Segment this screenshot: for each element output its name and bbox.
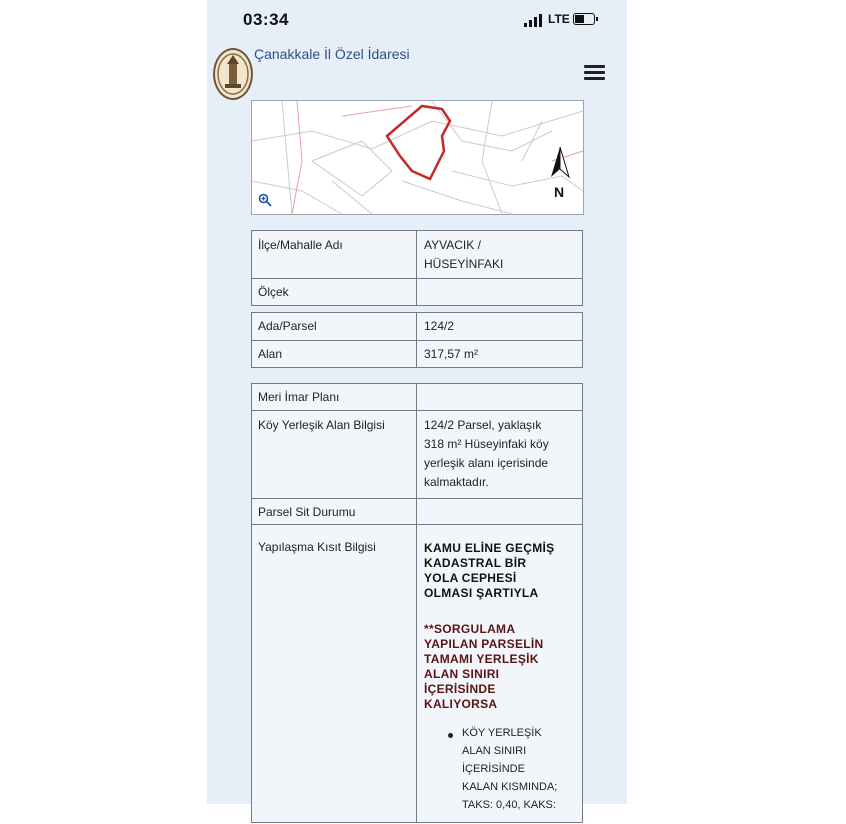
bullet-line: ALAN SINIRI	[462, 745, 527, 757]
parcel-label: Ada/Parsel	[258, 319, 317, 333]
logo-icon[interactable]	[213, 48, 253, 100]
phone-screen	[207, 0, 627, 811]
scale-label: Ölçek	[258, 285, 289, 299]
hamburger-menu-icon[interactable]	[584, 65, 605, 80]
query-note-line: YAPILAN PARSELİN	[424, 637, 544, 651]
bullet-line: KÖY YERLEŞİK	[462, 727, 542, 739]
restriction-note-line: KADASTRAL BİR	[424, 556, 527, 570]
site-label: Parsel Sit Durumu	[258, 505, 356, 519]
status-bar	[207, 0, 627, 40]
district-label: İlçe/Mahalle Adı	[258, 238, 343, 252]
table-row	[252, 384, 582, 410]
query-note-line: İÇERİSİNDE	[424, 682, 496, 696]
district-value-line1: AYVACIK /	[424, 238, 481, 252]
compass-label: N	[554, 184, 565, 200]
village-value-line: kalmaktadır.	[424, 475, 489, 489]
query-note-line: TAMAMI YERLEŞİK	[424, 652, 539, 666]
restriction-note-line: KAMU ELİNE GEÇMİŞ	[424, 541, 555, 555]
table-row	[252, 410, 582, 498]
village-value-line: yerleşik alanı içerisinde	[424, 456, 549, 470]
network-label: LTE	[548, 12, 570, 26]
parcel-value: 124/2	[424, 319, 455, 333]
status-time: 03:34	[243, 10, 289, 29]
location-table	[251, 230, 583, 306]
area-label: Alan	[258, 347, 283, 361]
query-note-line: ALAN SINIRI	[424, 667, 500, 681]
organization-title[interactable]: Çanakkale İl Özel İdaresi	[254, 46, 410, 62]
table-row	[252, 313, 582, 340]
bullet-line: TAKS: 0,40, KAKS:	[462, 799, 556, 811]
restriction-note-line: OLMASI ŞARTIYLA	[424, 586, 539, 600]
table-row	[252, 340, 582, 367]
district-value-line2: HÜSEYİNFAKI	[424, 257, 504, 271]
table-row	[252, 498, 582, 524]
bullet-line: KALAN KISMINDA;	[462, 781, 558, 793]
bullet-line: İÇERİSİNDE	[462, 763, 525, 775]
restriction-label: Yapılaşma Kısıt Bilgisi	[258, 540, 376, 554]
signal-icon	[524, 14, 546, 27]
table-row	[252, 278, 582, 305]
plan-label: Meri İmar Planı	[258, 390, 340, 404]
query-note-line: **SORGULAMA	[424, 622, 516, 636]
app-header	[207, 40, 627, 100]
village-value-line: 124/2 Parsel, yaklaşık	[424, 418, 542, 432]
map-drawing	[252, 101, 583, 214]
area-value: 317,57 m²	[424, 347, 479, 361]
village-value-line: 318 m² Hüseyinfaki köy	[424, 437, 549, 451]
bullet-dot-icon	[448, 733, 453, 738]
query-note-line: KALIYORSA	[424, 697, 498, 711]
zoom-icon[interactable]	[258, 193, 272, 210]
table-row	[252, 524, 582, 824]
restriction-note-line: YOLA CEPHESİ	[424, 571, 517, 585]
parcel-map[interactable]	[251, 100, 584, 215]
village-label: Köy Yerleşik Alan Bilgisi	[258, 418, 385, 432]
zoning-table	[251, 383, 583, 823]
battery-icon	[573, 13, 595, 25]
table-row	[252, 231, 582, 278]
parcel-table	[251, 312, 583, 368]
